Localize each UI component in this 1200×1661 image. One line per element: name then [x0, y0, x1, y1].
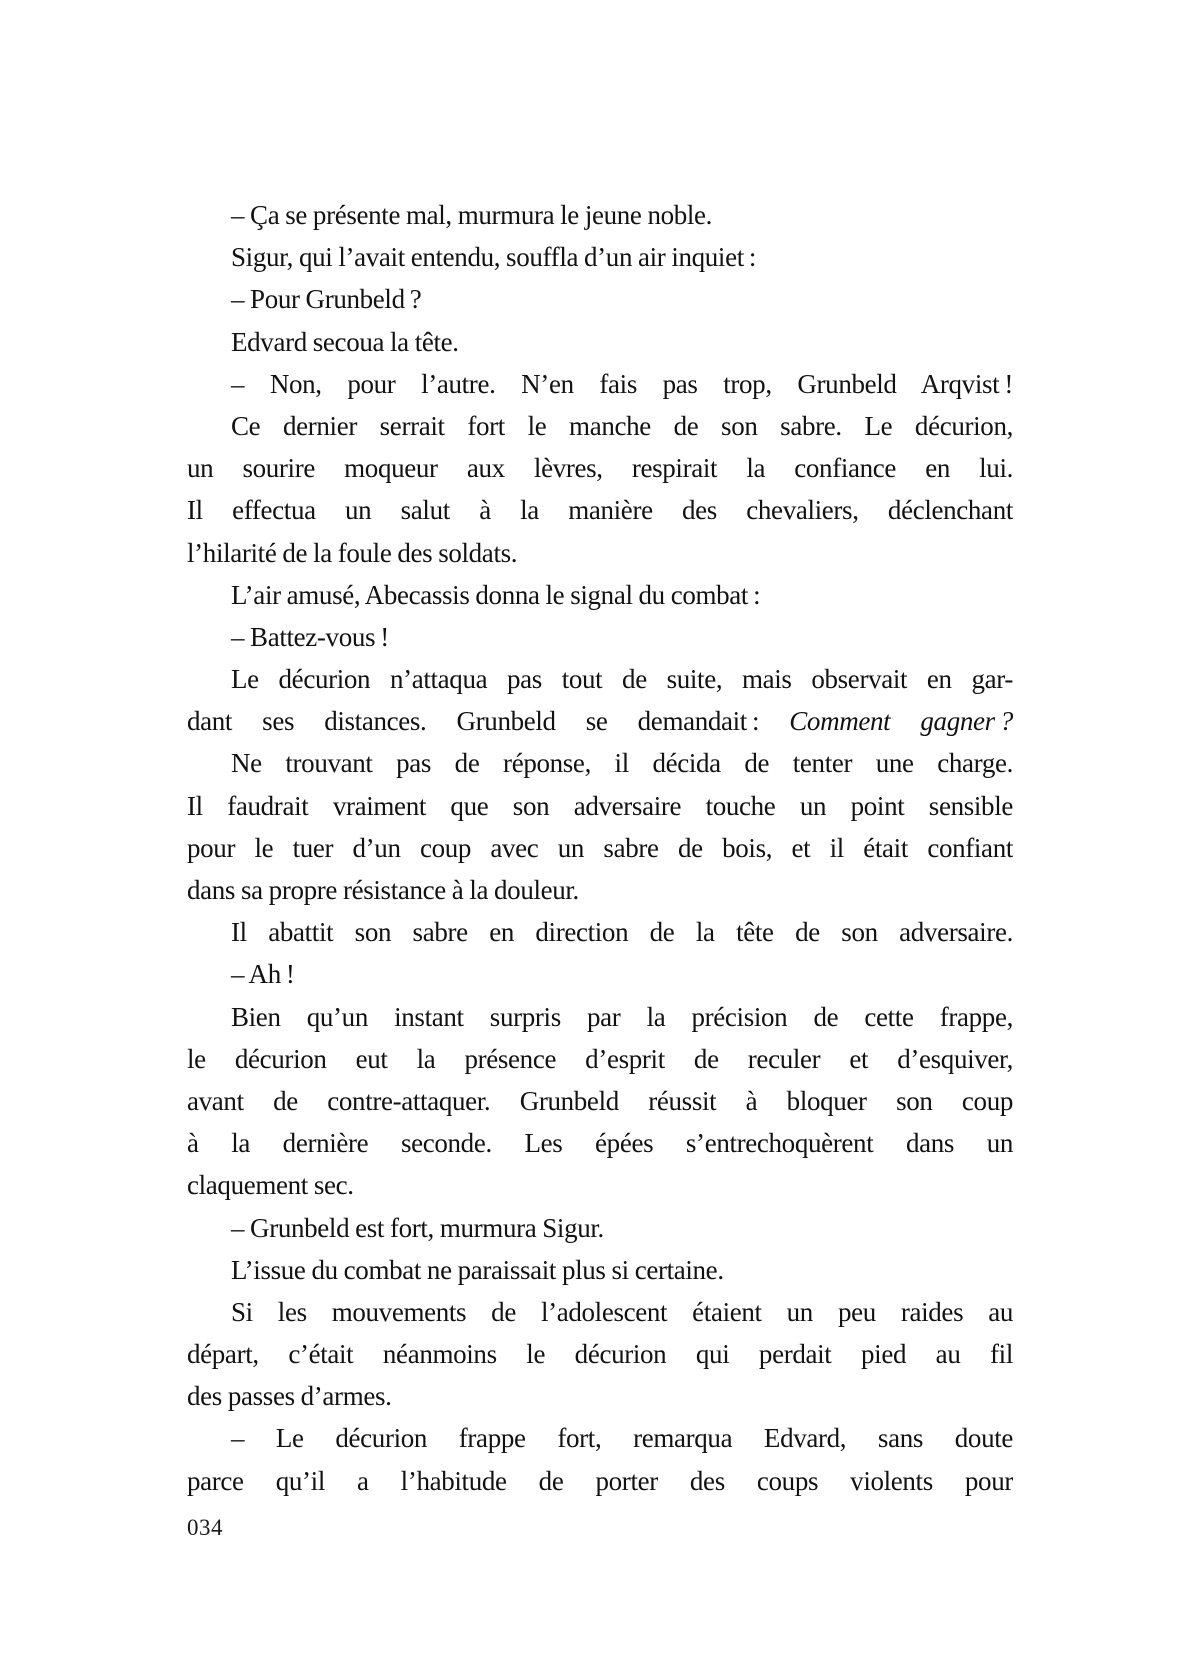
- text-line: [187, 827, 1013, 869]
- text-segment: Sigur, qui l’avait entendu, souffla d’un air inquiet :: [231, 242, 757, 273]
- text-line: [187, 1164, 1013, 1206]
- text-segment: Il abattit son sabre en direction de la tête de son adversaire.: [231, 917, 1013, 948]
- text-line: [187, 1080, 1013, 1122]
- text-line: [187, 911, 1013, 953]
- text-line: [187, 574, 1013, 616]
- text-segment: Il faudrait vraiment que son adversaire touche un point sensible: [187, 790, 1013, 821]
- text-line: [187, 194, 1013, 236]
- text-segment: – Grunbeld est fort, murmura Sigur.: [231, 1212, 604, 1243]
- text-line: [187, 658, 1013, 700]
- text-segment: – Non, pour l’autre. N’en fais pas trop, Grunbeld Arqvist !: [231, 368, 1013, 399]
- text-segment: pour le tuer d’un coup avec un sabre de bois, et il était confiant: [187, 832, 1013, 863]
- text-segment: Ne trouvant pas de réponse, il décida de tenter une charge.: [231, 748, 1013, 779]
- text-line: [187, 321, 1013, 363]
- text-line: [187, 700, 1013, 742]
- text-line: [187, 785, 1013, 827]
- page-text: [187, 194, 1013, 1502]
- text-line: [187, 1249, 1013, 1291]
- text-line: [187, 278, 1013, 320]
- text-segment: dans sa propre résistance à la douleur.: [187, 875, 579, 905]
- text-segment: des passes d’armes.: [187, 1381, 392, 1412]
- text-segment: – Battez-vous !: [231, 621, 389, 652]
- text-segment: à la dernière seconde. Les épées s’entrechoquèrent dans un: [187, 1128, 1013, 1159]
- text-line: [187, 742, 1013, 784]
- text-segment: L’issue du combat ne paraissait plus si certaine.: [231, 1254, 724, 1285]
- text-segment: – Le décurion frappe fort, remarqua Edvard, sans doute: [231, 1423, 1013, 1454]
- text-line: [187, 1207, 1013, 1249]
- text-line: [187, 1122, 1013, 1164]
- text-segment: – Pour Grunbeld ?: [231, 284, 422, 315]
- text-line: [187, 1291, 1013, 1333]
- text-segment: l’hilarité de la foule des soldats.: [187, 537, 518, 568]
- text-line: [187, 1417, 1013, 1459]
- text-segment: Si les mouvements de l’adolescent étaient un peu raides au: [231, 1296, 1013, 1327]
- text-line: [187, 363, 1013, 405]
- text-line: [187, 953, 1013, 995]
- text-segment: – Ah !: [231, 959, 295, 990]
- text-segment-italic: Comment gagner ?: [789, 706, 1013, 737]
- text-line: [187, 405, 1013, 447]
- text-segment: départ, c’était néanmoins le décurion qui perdait pied au fil: [187, 1339, 1013, 1370]
- text-line: [187, 1375, 1013, 1417]
- text-line: [187, 489, 1013, 531]
- text-segment: dant ses distances. Grunbeld se demandait :: [187, 706, 790, 737]
- text-segment: claquement sec.: [187, 1170, 354, 1201]
- text-segment: Bien qu’un instant surpris par la précision de cette frappe,: [231, 1001, 1013, 1032]
- text-segment: Ce dernier serrait fort le manche de son sabre. Le décurion,: [231, 410, 1013, 441]
- text-line: [187, 616, 1013, 658]
- text-segment: parce qu’il a l’habitude de porter des coups violents pour: [187, 1465, 1013, 1496]
- text-line: [187, 1460, 1013, 1502]
- text-segment: Edvard secoua la tête.: [231, 326, 459, 357]
- text-segment: le décurion eut la présence d’esprit de reculer et d’esquiver,: [187, 1043, 1013, 1074]
- text-segment: Le décurion n’attaqua pas tout de suite, mais observait en gar-: [231, 664, 1013, 695]
- text-segment: un sourire moqueur aux lèvres, respirait la confiance en lui.: [187, 453, 1013, 484]
- text-line: [187, 532, 1013, 574]
- text-line: [187, 236, 1013, 278]
- text-line: [187, 996, 1013, 1038]
- text-line: [187, 869, 1013, 911]
- page-number: 034: [187, 1515, 223, 1540]
- text-segment: L’air amusé, Abecassis donna le signal du combat :: [231, 579, 761, 610]
- text-segment: – Ça se présente mal, murmura le jeune noble.: [231, 200, 713, 230]
- text-segment: Il effectua un salut à la manière des chevaliers, déclenchant: [187, 495, 1013, 526]
- text-line: [187, 1038, 1013, 1080]
- text-segment: avant de contre-attaquer. Grunbeld réussit à bloquer son coup: [187, 1085, 1013, 1116]
- text-line: [187, 1333, 1013, 1375]
- text-line: [187, 447, 1013, 489]
